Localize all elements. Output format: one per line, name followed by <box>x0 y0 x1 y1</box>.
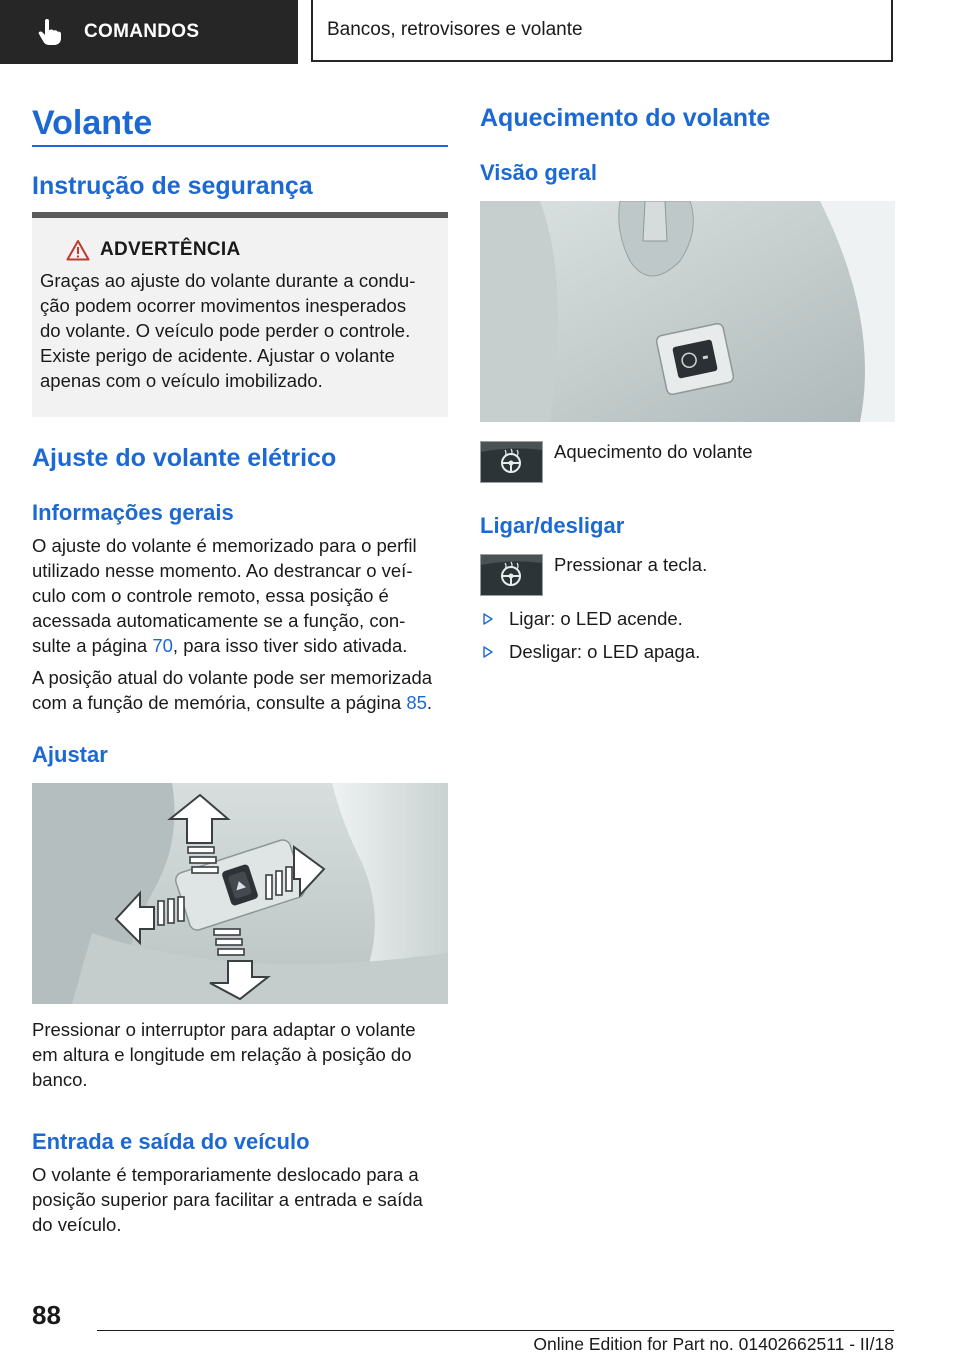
page-link-70[interactable]: 70 <box>152 635 173 656</box>
bullet-triangle-icon <box>483 613 493 625</box>
bullet-triangle-icon <box>483 646 493 658</box>
entry-exit-heading: Entrada e saída do veículo <box>32 1129 310 1154</box>
bullet-text: Ligar: o LED acende. <box>509 608 683 629</box>
memory-line-text: com a função de memória, consulte a página <box>32 692 407 713</box>
info-line: O ajuste do volante é memorizado para o perfil <box>32 535 417 556</box>
section-title: COMANDOS <box>84 21 200 42</box>
steering-switch-illustration <box>32 783 448 1004</box>
entry-line: do veículo. <box>32 1214 122 1235</box>
electric-adjust-heading: Ajuste do volante elétrico <box>32 444 337 472</box>
warning-line: Existe perigo de acidente. Ajustar o volante <box>40 345 395 366</box>
info-line: culo com o controle remoto, essa posição é <box>32 585 389 606</box>
memory-text <box>32 665 452 715</box>
footer-rule <box>97 1330 894 1331</box>
chapter-title: Bancos, retrovisores e volante <box>327 19 583 40</box>
info-line <box>32 633 452 658</box>
page-link-85[interactable]: 85 <box>406 692 427 713</box>
page-title: Volante <box>32 104 153 142</box>
header-chapter-box <box>311 0 893 62</box>
warning-box <box>32 212 448 417</box>
warning-line: Graças ao ajuste do volante durante a condu- <box>40 270 416 291</box>
edition-text: Online Edition for Part no. 01402662511 - II/18 <box>533 1334 894 1354</box>
heating-heading: Aquecimento do volante <box>480 104 771 132</box>
heating-button-icon <box>480 554 543 596</box>
info-line: acessada automaticamente se a função, con- <box>32 610 406 631</box>
warning-title: ADVERTÊNCIA <box>100 239 241 260</box>
list-item <box>480 608 683 630</box>
heating-button-icon <box>480 441 543 483</box>
warning-line: apenas com o veículo imobilizado. <box>40 370 323 391</box>
warning-line: do volante. O veículo pode perder o controle. <box>40 320 411 341</box>
general-info-heading: Informações gerais <box>32 500 234 525</box>
info-line-text: sulte a página <box>32 635 153 656</box>
adjust-line: banco. <box>32 1069 88 1090</box>
steering-adjust-image <box>32 783 448 1004</box>
warning-title-row <box>66 239 241 261</box>
bullet-text: Desligar: o LED apaga. <box>509 641 701 662</box>
hand-pointer-icon <box>34 17 64 47</box>
warning-line: ção podem ocorrer movimentos inesperados <box>40 295 407 316</box>
button-caption: Aquecimento do volante <box>554 441 753 462</box>
on-off-heading: Ligar/desligar <box>480 513 625 538</box>
header-section-tab <box>0 0 298 64</box>
list-item <box>480 641 700 663</box>
entry-line: O volante é temporariamente deslocado para a <box>32 1164 419 1185</box>
entry-line: posição superior para facilitar a entrada e saída <box>32 1189 423 1210</box>
warning-bar <box>32 212 448 218</box>
memory-line-text: . <box>426 692 433 713</box>
heating-overview-image <box>480 201 895 422</box>
general-info-text <box>32 533 452 658</box>
adjust-heading: Ajustar <box>32 742 108 767</box>
adjust-line: Pressionar o interruptor para adaptar o volante <box>32 1019 416 1040</box>
memory-line <box>32 690 452 715</box>
memory-line: A posição atual do volante pode ser memorizada <box>32 667 433 688</box>
adjust-text <box>32 1017 452 1092</box>
safety-heading: Instrução de segurança <box>32 172 313 200</box>
warning-text <box>40 268 440 393</box>
heating-button-illustration <box>480 201 895 422</box>
overview-heading: Visão geral <box>480 160 597 185</box>
adjust-line: em altura e longitude em relação à posição do <box>32 1044 412 1065</box>
press-key-text: Pressionar a tecla. <box>554 554 708 575</box>
info-line: utilizado nesse momento. Ao destrancar o veí- <box>32 560 413 581</box>
entry-exit-text <box>32 1162 452 1237</box>
title-rule <box>32 145 448 147</box>
info-line-text: , para isso tiver sido ativada. <box>172 635 408 656</box>
warning-triangle-icon <box>66 239 90 261</box>
page-number: 88 <box>32 1300 61 1330</box>
